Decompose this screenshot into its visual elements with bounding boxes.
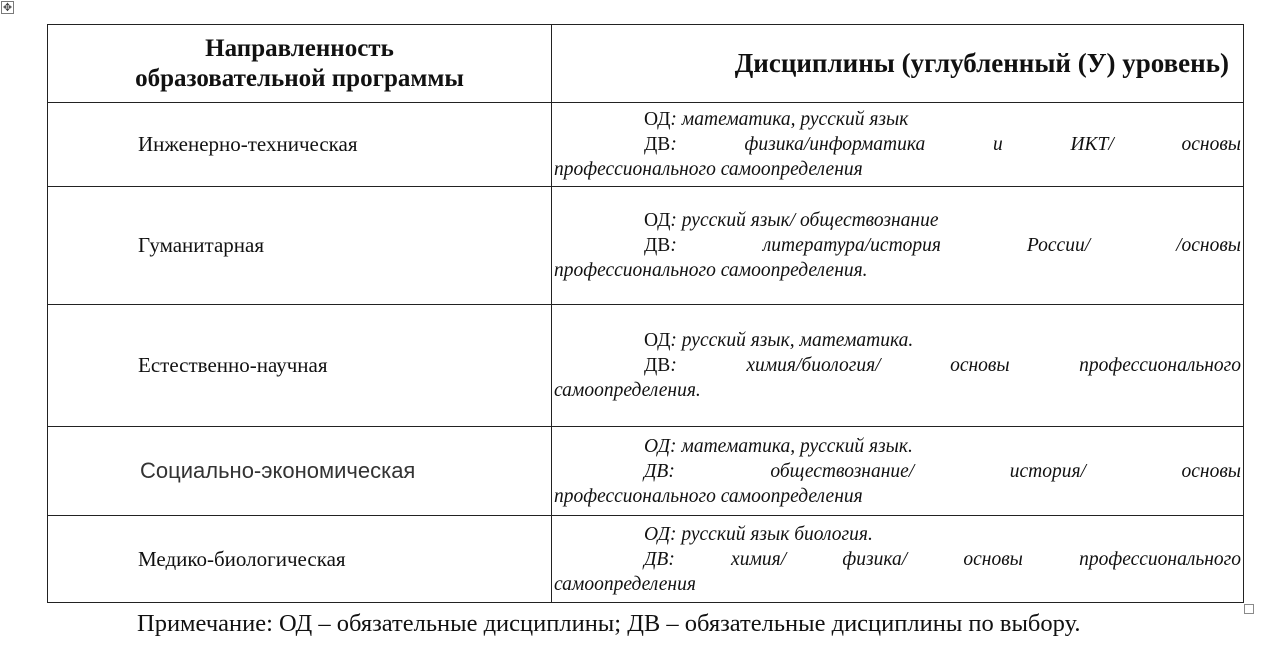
table-header-row <box>48 25 1244 103</box>
dv-text: : химия/ физика/ основы профессионального <box>668 548 1241 570</box>
dv-tail: самоопределения. <box>554 380 701 401</box>
dv-tail: самоопределения <box>554 573 696 595</box>
disciplines-cell <box>552 516 1244 603</box>
disciplines-cell <box>552 103 1244 187</box>
disciplines-cell <box>552 427 1244 516</box>
od-label: ОД <box>644 330 671 351</box>
move-cross-icon[interactable]: ✥ <box>2 1 13 14</box>
cut-off-heading-line <box>200 0 208 12</box>
table-row <box>48 305 1244 427</box>
disciplines-table <box>47 24 1244 603</box>
od-text: : математика, русский язык <box>670 109 909 130</box>
dv-label: ДВ <box>644 134 671 155</box>
table-row <box>48 427 1244 516</box>
od-label: ОД <box>644 523 671 545</box>
dv-text: : обществознание/ история/ основы <box>668 460 1241 482</box>
header-direction <box>48 25 552 103</box>
od-label: ОД <box>644 210 671 231</box>
od-text: : русский язык/ обществознание <box>670 210 939 231</box>
dv-text: : литература/история России/ /основы <box>670 235 1241 256</box>
direction-cell: Медико-биологическая <box>48 516 552 603</box>
direction-cell: Социально-экономическая <box>48 427 552 516</box>
table-row <box>48 187 1244 305</box>
disciplines-cell <box>552 187 1244 305</box>
header-direction-line1: Направленность <box>205 34 394 62</box>
dv-label: ДВ <box>644 235 671 256</box>
dv-text: : физика/информатика и ИКТ/ основы <box>670 134 1241 155</box>
disciplines-cell <box>552 305 1244 427</box>
od-label: ОД <box>644 435 671 457</box>
dv-label: ДВ <box>644 460 669 482</box>
table-row <box>48 103 1244 187</box>
table-note: Примечание: ОД – обязательные дисциплины; ДВ – обязательные дисциплины по выбору. <box>137 610 1081 637</box>
resize-square-icon[interactable] <box>1244 604 1254 614</box>
dv-text: : химия/биология/ основы профессионального <box>670 355 1241 376</box>
header-disciplines: Дисциплины (углубленный (У) уровень) <box>552 25 1244 103</box>
dv-tail: профессионального самоопределения. <box>554 260 868 281</box>
dv-label: ДВ <box>644 355 671 376</box>
direction-cell: Инженерно-техническая <box>48 103 552 187</box>
od-text: : математика, русский язык. <box>670 435 913 457</box>
od-label: ОД <box>644 109 671 130</box>
direction-cell: Естественно-научная <box>48 305 552 427</box>
direction-cell: Гуманитарная <box>48 187 552 305</box>
header-direction-line2: образовательной программы <box>135 64 464 92</box>
dv-tail: профессионального самоопределения <box>554 159 863 180</box>
od-text: : русский язык биология. <box>670 523 873 545</box>
dv-label: ДВ <box>644 548 669 570</box>
table-row <box>48 516 1244 603</box>
od-text: : русский язык, математика. <box>670 330 914 351</box>
dv-tail: профессионального самоопределения <box>554 485 863 507</box>
